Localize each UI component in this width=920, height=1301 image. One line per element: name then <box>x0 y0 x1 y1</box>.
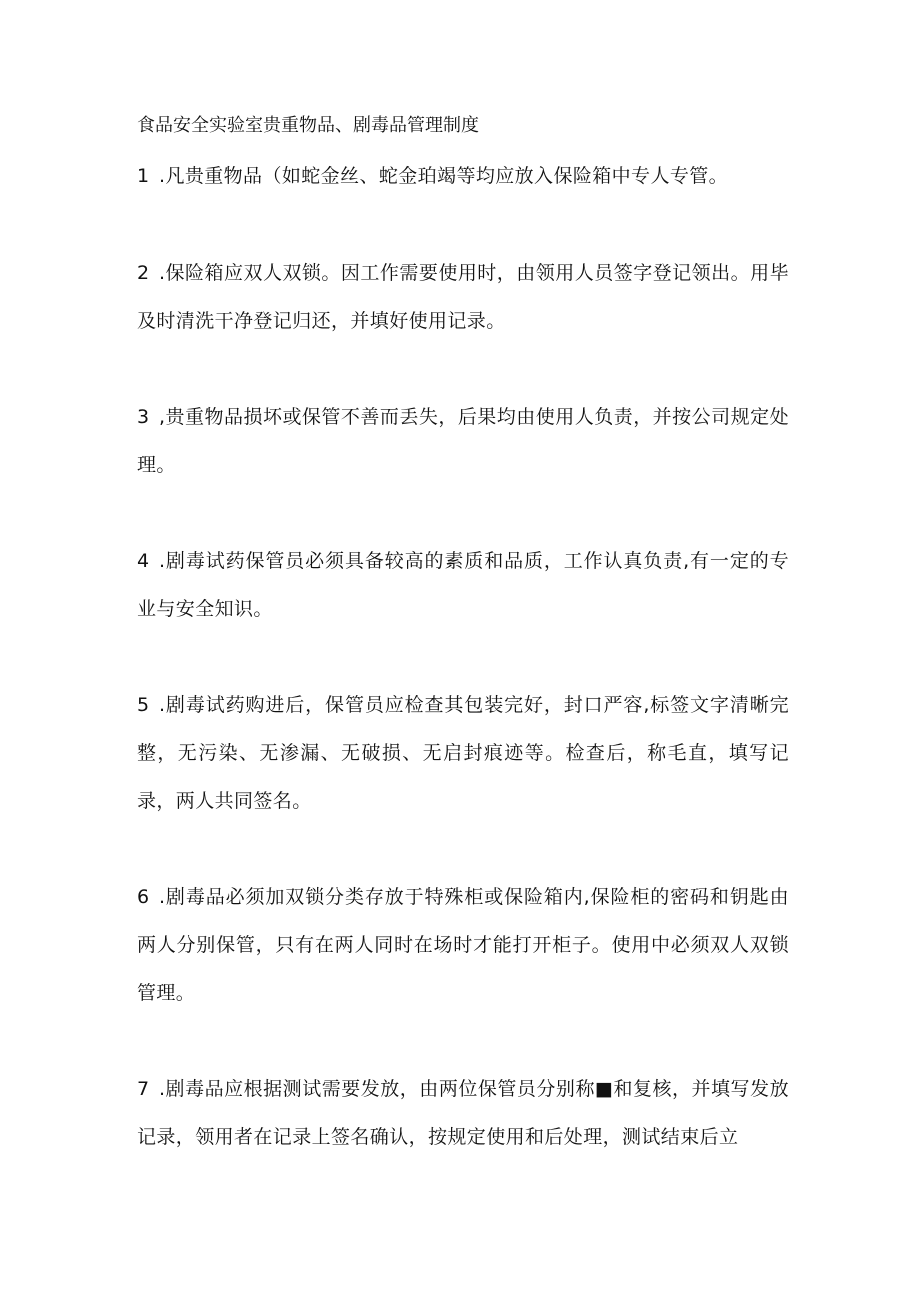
paragraph-number: 5 <box>137 694 150 716</box>
paragraph-text: .剧毒品应根据测试需要发放，由两位保管员分别称■和复核，并填写发放记录，领用者在记录上签名确认，按规定使用和后处理，测试结束后立 <box>137 1078 789 1148</box>
paragraph-number: 1 <box>137 165 150 187</box>
paragraph-2 <box>137 249 789 345</box>
paragraph-number: 3 <box>137 406 150 428</box>
paragraph-1 <box>137 152 789 200</box>
paragraph-text: .保险箱应双人双锁。因工作需要使用时，由领用人员签字登记领出。用毕及时清洗干净登记归还，并填好使用记录。 <box>137 262 789 332</box>
document-title: 食品安全实验室贵重物品、剧毒品管理制度 <box>137 115 479 136</box>
paragraph-7 <box>137 1065 789 1161</box>
paragraph-number: 7 <box>137 1078 150 1100</box>
paragraph-4 <box>137 537 789 633</box>
paragraph-5 <box>137 681 789 825</box>
paragraph-number: 4 <box>137 550 150 572</box>
paragraph-text: .剧毒试药保管员必须具备较高的素质和品质，工作认真负责,有一定的专业与安全知识。 <box>137 550 789 620</box>
paragraph-text: .剧毒试药购进后，保管员应检查其包装完好，封口严容,标签文字清晰完整，无污染、无渗漏、无破损、无启封痕迹等。检查后，称毛直，填写记录，两人共同签名。 <box>137 694 789 812</box>
paragraph-text: .凡贵重物品（如蛇金丝、蛇金珀竭等均应放入保险箱中专人专管。 <box>159 165 729 187</box>
paragraph-number: 2 <box>137 262 150 284</box>
paragraph-3 <box>137 393 789 489</box>
paragraph-text: ,贵重物品损坏或保管不善而丢失，后果均由使用人负责，并按公司规定处理。 <box>137 406 789 476</box>
paragraph-text: .剧毒品必须加双锁分类存放于特殊柜或保险箱内,保险柜的密码和钥匙由两人分别保管，只有在两人同时在场时才能打开柜子。使用中必须双人双锁管理。 <box>137 886 789 1004</box>
paragraph-6 <box>137 873 789 1017</box>
paragraph-number: 6 <box>137 886 150 908</box>
